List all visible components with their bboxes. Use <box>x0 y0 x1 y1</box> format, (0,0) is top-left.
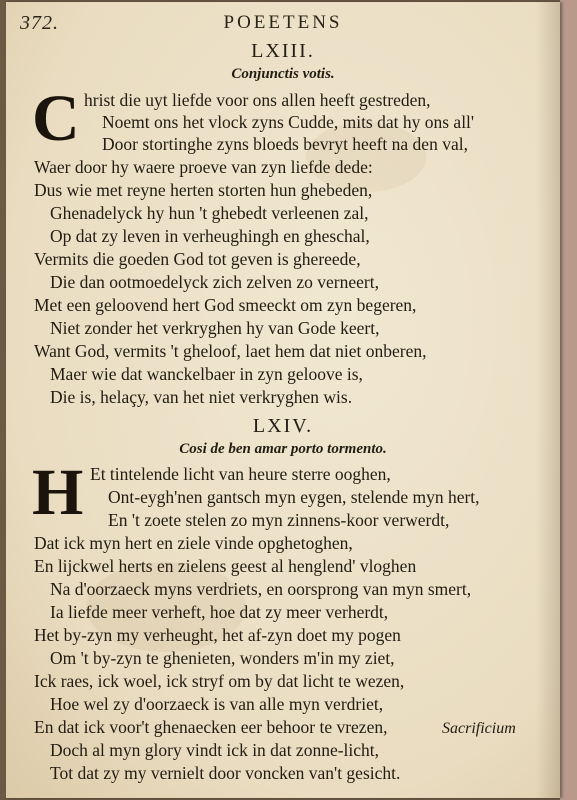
verse-line: Om 't by-zyn te ghenieten, wonders m'in my ziet, <box>50 648 395 668</box>
verse-line: En dat ick voor't ghenaecken eer behoor te vrezen, <box>34 717 388 737</box>
verse-line: hrist die uyt liefde voor ons allen heeft gestreden, <box>84 90 431 110</box>
drop-capital: H <box>32 456 84 529</box>
verse-line: Vermits die goeden God tot geven is ghereede, <box>34 249 361 269</box>
poem-motto: Cosi de ben amar porto tormento. <box>179 441 387 457</box>
verse-line: Hoe wel zy d'oorzaeck is van alle myn verdriet, <box>50 694 384 714</box>
verse-line: Ick raes, ick woel, ick stryf om by dat licht te wezen, <box>34 671 405 691</box>
running-head: POEETENS <box>223 12 343 33</box>
verse-line: Ont-eygh'nen gantsch myn eygen, stelende myn hert, <box>108 487 480 507</box>
verse-line: En lijckwel herts en zielens geest al henglend' vloghen <box>34 556 417 576</box>
verse-line: Tot dat zy my vernielt door voncken van't gesicht. <box>50 763 401 783</box>
drop-capital: C <box>32 82 80 155</box>
page-number: 372. <box>20 12 59 34</box>
verse-line: Het by-zyn my verheught, het af-zyn doet my pogen <box>34 625 401 645</box>
verse-line: Ghenadelyck hy hun 't ghebedt verleenen zal, <box>50 203 369 223</box>
show-through-shadow <box>536 2 560 798</box>
book-page <box>6 2 560 798</box>
catchword: Sacrificium <box>442 720 516 737</box>
verse-line: Waer door hy waere proeve van zyn liefde dede: <box>34 157 373 177</box>
verse-line: Doch al myn glory vindt ick in dat zonne-licht, <box>50 740 380 760</box>
verse-line: Noemt ons het vlock zyns Cudde, mits dat hy ons all' <box>102 112 475 132</box>
poem-number: LXIV. <box>252 415 314 437</box>
verse-line: Na d'oorzaeck myns verdriets, en oorsprong van myn smert, <box>50 579 472 599</box>
verse-line: Die dan ootmoedelyck zich zelven zo verneert, <box>50 272 379 292</box>
verse-line: Et tintelende licht van heure sterre ooghen, <box>90 464 391 484</box>
verse-line: Dus wie met reyne herten storten hun ghebeden, <box>34 180 373 200</box>
verse-line: Met een geloovend hert God smeeckt om zyn begeren, <box>34 295 417 315</box>
poem-motto: Conjunctis votis. <box>231 66 335 82</box>
poem-number: LXIII. <box>251 40 315 62</box>
verse-line: Want God, vermits 't gheloof, laet hem dat niet onberen, <box>34 341 427 361</box>
verse-line: Dat ick myn hert en ziele vinde opghetoghen, <box>34 533 353 553</box>
verse-line: Die is, helaçy, van het niet verkryghen wis. <box>50 387 353 407</box>
verse-line: Op dat zy leven in verheughingh en gheschal, <box>50 226 370 246</box>
verse-line: Ia liefde meer verheft, hoe dat zy meer verherdt, <box>50 602 389 622</box>
verse-line: En 't zoete stelen zo myn zinnens-koor verwerdt, <box>108 510 450 530</box>
page-edge <box>560 0 577 800</box>
verse-line: Maer wie dat wanckelbaer in zyn geloove is, <box>50 364 363 384</box>
verse-line: Niet zonder het verkryghen hy van Gode keert, <box>50 318 380 338</box>
verse-line: Door stortinghe zyns bloeds bevryt heeft na den val, <box>102 134 468 154</box>
